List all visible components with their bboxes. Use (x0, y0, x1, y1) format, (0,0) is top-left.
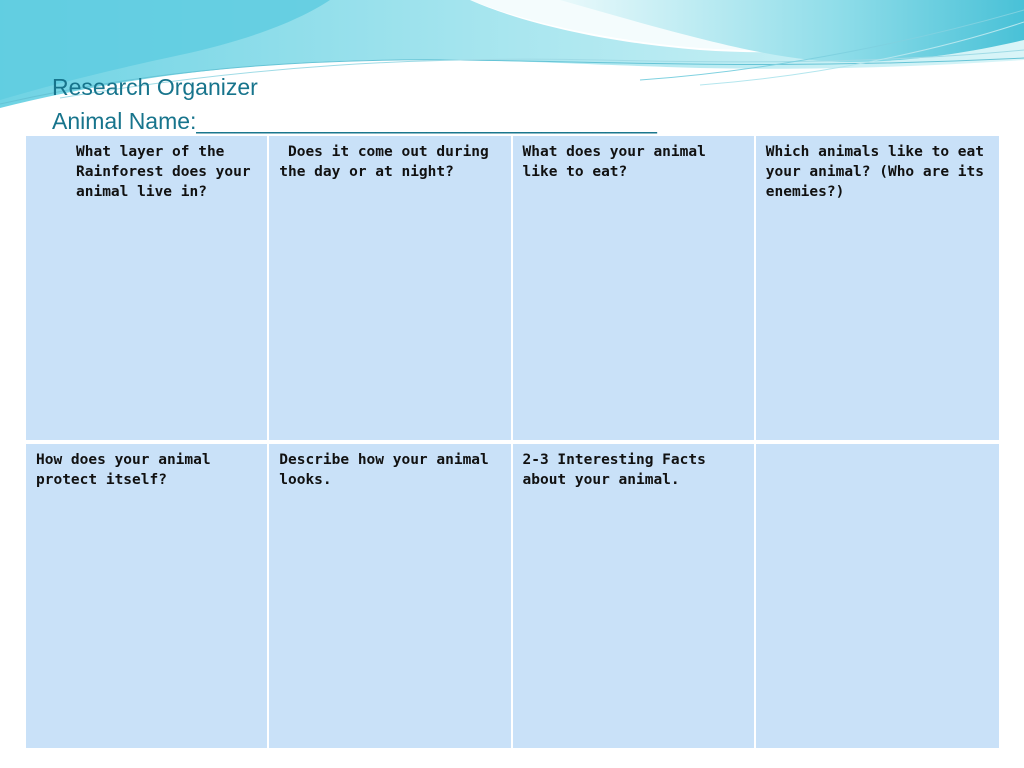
table-row (26, 136, 999, 444)
title-research-organizer: Research Organizer (52, 74, 258, 100)
cell-what-it-eats[interactable]: What does your animal like to eat? (513, 136, 756, 444)
cell-protection[interactable]: How does your animal protect itself? (26, 444, 269, 748)
cell-enemies[interactable]: Which animals like to eat your animal? (Who are its enemies?) (756, 136, 999, 444)
table-row (26, 444, 999, 748)
title-animal-name: Animal Name:____________________________________ (52, 108, 657, 134)
cell-rainforest-layer[interactable]: What layer of the Rainforest does your animal live in? (26, 136, 269, 444)
cell-day-or-night[interactable]: Does it come out during the day or at night? (269, 136, 512, 444)
slide-title (52, 70, 657, 138)
cell-empty[interactable] (756, 444, 999, 748)
cell-interesting-facts[interactable]: 2-3 Interesting Facts about your animal. (513, 444, 756, 748)
research-organizer-table (26, 136, 999, 748)
cell-appearance[interactable]: Describe how your animal looks. (269, 444, 512, 748)
